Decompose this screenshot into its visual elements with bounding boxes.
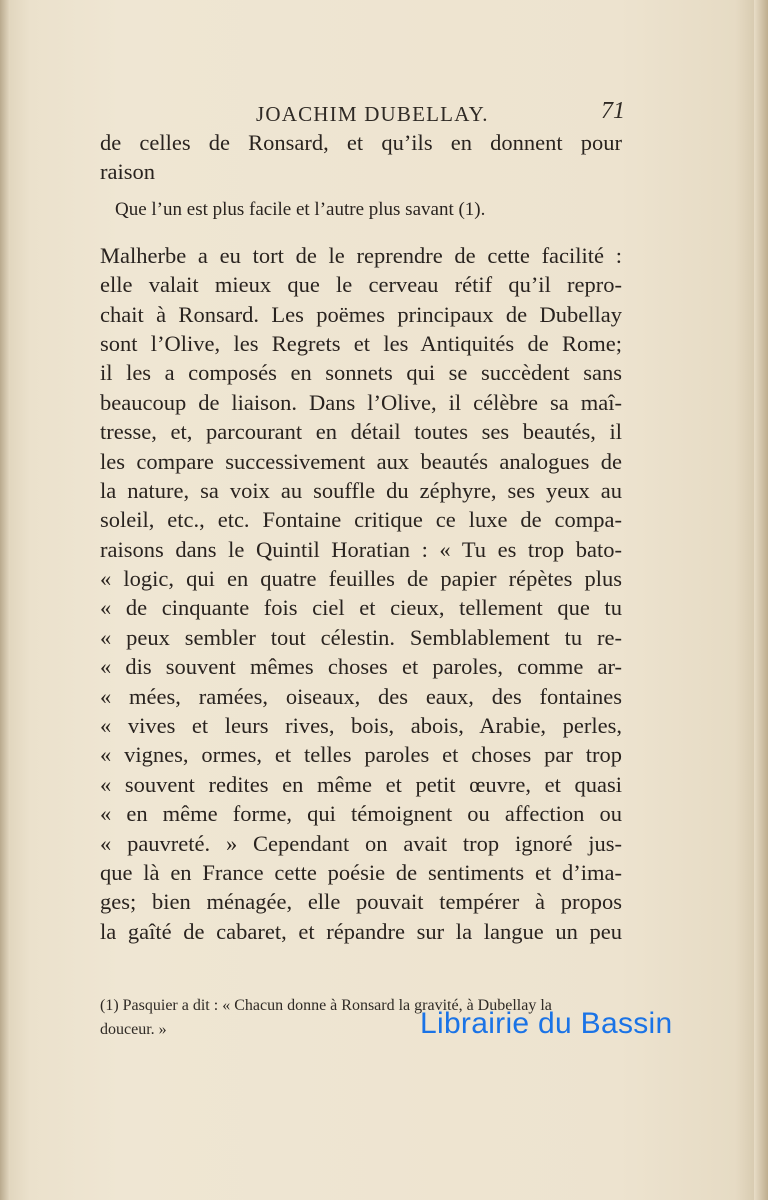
text-line: les compare successivement aux beautés analogues de (100, 448, 622, 474)
text-line: beaucoup de liaison. Dans l’Olive, il célèbre sa maî- (100, 389, 622, 415)
page-header (100, 98, 625, 128)
text-line: que là en France cette poésie de sentiments et d’ima- (100, 859, 622, 885)
text-line: tresse, et, parcourant en détail toutes ses beautés, il (100, 419, 622, 445)
text-line: « peux sembler tout célestin. Semblablement tu re- (100, 624, 622, 650)
footnote-line: douceur. » (100, 1021, 167, 1038)
text-line: elle valait mieux que le cerveau rétif qu’il repro- (100, 272, 622, 298)
text-line: « de cinquante fois ciel et cieux, tellement que tu (100, 595, 622, 621)
text-line: sont l’Olive, les Regrets et les Antiquités de Rome; (100, 330, 622, 356)
page-right-edge (754, 0, 768, 1200)
text-line: « pauvreté. » Cependant on avait trop ignoré jus- (100, 830, 622, 856)
watermark-logo: Librairie du Bassin (420, 1007, 673, 1040)
text-line: ges; bien ménagée, elle pouvait tempérer à propos (100, 889, 622, 915)
text-line: Malherbe a eu tort de le reprendre de cette facilité : (100, 242, 622, 268)
text-line: « en même forme, qui témoignent ou affection ou (100, 801, 622, 827)
text-line: « dis souvent mêmes choses et paroles, comme ar- (100, 654, 622, 680)
text-line: « souvent redites en même et petit œuvre, et quasi (100, 771, 622, 797)
text-line: « mées, ramées, oiseaux, des eaux, des fontaines (100, 683, 622, 709)
text-line: il les a composés en sonnets qui se succèdent sans (100, 360, 622, 386)
text-line: « vives et leurs rives, bois, abois, Arabie, perles, (100, 713, 622, 739)
text-line: la gaîté de cabaret, et répandre sur la langue un peu (100, 918, 622, 944)
text-line: raison (100, 159, 155, 185)
page-number: 71 (601, 98, 625, 124)
block-quote: Que l’un est plus facile et l’autre plus savant (1). (115, 198, 486, 220)
text-line: la nature, sa voix au souffle du zéphyre, ses yeux au (100, 477, 622, 503)
text-line: soleil, etc., etc. Fontaine critique ce luxe de compa- (100, 507, 622, 533)
text-line: raisons dans le Quintil Horatian : « Tu es trop bato- (100, 536, 622, 562)
body-text (100, 128, 622, 946)
page-left-edge (0, 0, 10, 1200)
footnote-line: (1) Pasquier a dit : « Chacun donne à Ronsard la gravité, à Dubellay la (100, 997, 552, 1014)
running-head: JOACHIM DUBELLAY. (256, 102, 489, 126)
text-line: « logic, qui en quatre feuilles de papier répètes plus (100, 566, 622, 592)
text-line: de celles de Ronsard, et qu’ils en donnent pour (100, 130, 622, 155)
text-line: chait à Ronsard. Les poëmes principaux de Dubellay (100, 301, 622, 327)
text-line: « vignes, ormes, et telles paroles et choses par trop (100, 742, 622, 768)
